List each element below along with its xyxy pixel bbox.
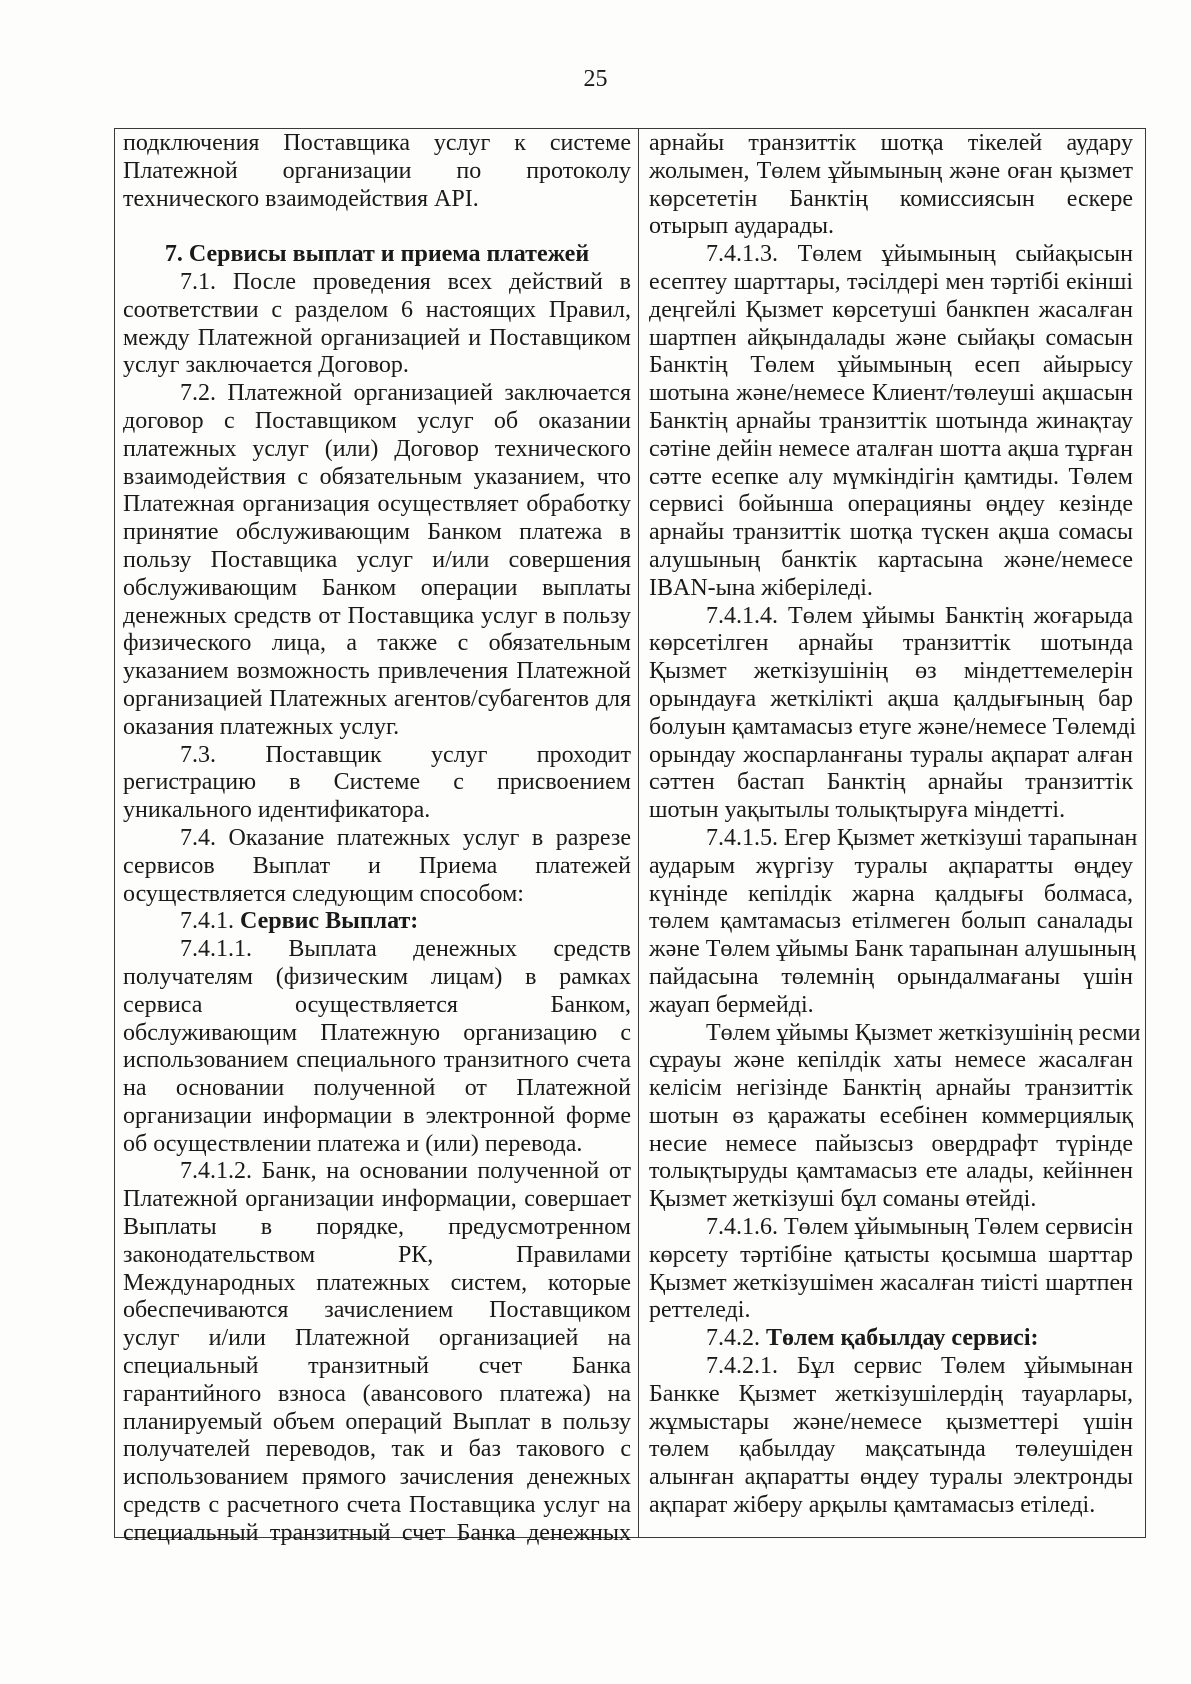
line-text: получателям (физическим лицам) в рамках xyxy=(123,963,631,990)
text-line xyxy=(649,380,1133,408)
text-line xyxy=(123,936,631,964)
line-text: несие немесе пайызсыз овердрафт түрінде xyxy=(649,1130,1133,1157)
section-heading xyxy=(123,241,631,269)
line-text: Платежная организация осуществляет обработку xyxy=(123,491,631,518)
line-text: шотын уақытылы толықтыруға міндетті. xyxy=(649,797,1066,824)
text-line xyxy=(123,213,631,241)
text-line xyxy=(649,1186,1133,1214)
text-line xyxy=(649,491,1133,519)
line-text: Қызмет жеткізуші бұл соманы өтейді. xyxy=(649,1186,1037,1213)
text-line xyxy=(649,158,1133,186)
text-line xyxy=(123,908,631,936)
line-text: 7.4.1. xyxy=(180,908,240,935)
line-text: 7.3. Поставщик услуг проходит xyxy=(180,741,631,768)
text-line xyxy=(649,519,1133,547)
text-line xyxy=(649,1353,1133,1381)
text-line xyxy=(649,1381,1133,1409)
line-text: специальный транзитный счет Банка денежных xyxy=(123,1519,631,1546)
text-line xyxy=(649,241,1133,269)
text-line xyxy=(649,1325,1133,1353)
text-line xyxy=(123,1047,631,1075)
line-text: организацией Платежных агентов/субагентов для xyxy=(123,685,631,712)
line-text: принятие обслуживающим Банком платежа в xyxy=(123,519,631,546)
text-line xyxy=(123,1353,631,1381)
text-line xyxy=(123,1103,631,1131)
text-line xyxy=(649,630,1133,658)
line-text: 7.2. Платежной организацией заключается xyxy=(180,380,631,407)
text-line xyxy=(649,269,1133,297)
line-text: сәтіне дейін немесе аталған шотта ақша тұрған xyxy=(649,435,1133,462)
bold-subheading: Сервис Выплат: xyxy=(240,908,419,935)
line-text: между Платежной организацией и Поставщиком xyxy=(123,324,631,351)
text-line xyxy=(649,1158,1133,1186)
line-text: реттеледі. xyxy=(649,1297,751,1324)
text-line xyxy=(123,964,631,992)
text-line xyxy=(649,964,1133,992)
text-line xyxy=(649,186,1133,214)
text-line xyxy=(649,1242,1133,1270)
line-text: пользу Поставщика услуг и/или совершения xyxy=(123,546,631,573)
text-line xyxy=(123,1464,631,1492)
text-line xyxy=(649,603,1133,631)
line-text: сәтте есепке алу мүмкіндігін қамтиды. Төлем xyxy=(649,463,1133,490)
line-text: арнайы транзиттік шотқа түскен ақша сомасы xyxy=(649,519,1133,546)
line-text: және Төлем ұйымы Банк тарапынан алушының xyxy=(649,936,1136,963)
line-text: Банкке Қызмет жеткізушілердің тауарлары, xyxy=(649,1380,1133,1407)
text-line xyxy=(649,686,1133,714)
line-text: арнайы транзиттік шотқа тікелей аудару xyxy=(649,130,1133,156)
line-text: обслуживающим Платежную организацию с xyxy=(123,1019,631,1046)
line-text: күнінде кепілдік жарна қалдығы болмаса, xyxy=(649,880,1133,907)
line-text: есептеу шарттары, тәсілдері мен тәртібі екінші xyxy=(649,268,1133,295)
text-line xyxy=(649,1075,1133,1103)
text-line xyxy=(649,824,1138,853)
bold-subheading: Төлем қабылдау сервисі: xyxy=(766,1325,1039,1352)
text-line xyxy=(123,630,631,658)
text-line xyxy=(123,1020,631,1048)
line-text: Платежной организации информации, совершает xyxy=(123,1186,631,1213)
text-line xyxy=(649,130,1133,158)
line-text: сұрауы және кепілдік хаты немесе жасалған xyxy=(649,1047,1133,1074)
text-line xyxy=(123,1131,631,1159)
text-line xyxy=(123,1297,631,1325)
line-text: платежных услуг (или) Договор технического xyxy=(123,435,631,462)
text-line xyxy=(123,269,631,297)
russian-text-column xyxy=(123,130,631,1548)
column-divider xyxy=(638,129,639,1537)
line-text: көрсетілген арнайы транзиттік шотында xyxy=(649,630,1133,657)
text-line xyxy=(123,1325,631,1353)
line-text: орындау жоспарланғаны туралы ақпарат алған xyxy=(649,741,1133,768)
line-text: орындауға жеткілікті ақша қалдығының бар xyxy=(649,685,1133,712)
kazakh-text-column xyxy=(649,130,1141,1520)
page-number: 25 xyxy=(583,66,608,92)
line-text: физического лица, а также с обязательным xyxy=(123,630,631,657)
line-text: уникального идентификатора. xyxy=(123,797,431,824)
text-line xyxy=(649,547,1133,575)
line-text: IBAN-ына жіберіледі. xyxy=(649,574,873,601)
line-text: деңгейлі Қызмет көрсетуші банкпен жасалған xyxy=(649,296,1133,323)
text-line xyxy=(649,881,1133,909)
text-line xyxy=(649,908,1133,936)
text-line xyxy=(649,1436,1133,1464)
text-line xyxy=(123,714,631,742)
text-line xyxy=(123,881,631,909)
line-text: денежных средств от Поставщика услуг в пользу xyxy=(123,602,631,629)
line-text: 7.1. После проведения всех действий в xyxy=(180,268,631,295)
text-line xyxy=(649,297,1133,325)
line-text: услуг и/или Платежной организацией на xyxy=(123,1325,631,1352)
line-text: ақпарат жіберу арқылы қамтамасыз етіледі. xyxy=(649,1492,1096,1519)
line-text: специальный транзитный счет Банка xyxy=(123,1353,631,1380)
text-line xyxy=(123,130,631,158)
text-line xyxy=(649,853,1133,881)
text-line xyxy=(123,380,631,408)
text-line xyxy=(123,464,631,492)
text-line xyxy=(123,491,631,519)
text-line xyxy=(123,352,631,380)
line-text: шартпен айқындалады және сыйақы сомасын xyxy=(649,324,1133,351)
line-text: использованием прямого зачисления денежных xyxy=(123,1464,631,1491)
text-line xyxy=(123,686,631,714)
line-text: Международных платежных систем, которые xyxy=(123,1269,631,1296)
line-text: технического взаимодействия API. xyxy=(123,185,479,212)
line-text: сәттен бастап Банктің арнайы транзиттік xyxy=(649,769,1133,796)
text-line xyxy=(123,797,631,825)
text-line xyxy=(649,213,1133,241)
line-text: келісім негізінде Банктің арнайы транзиттік xyxy=(649,1075,1133,1102)
text-line xyxy=(123,825,631,853)
line-text: обеспечиваются зачислением Поставщиком xyxy=(123,1297,631,1324)
text-line xyxy=(123,1492,631,1520)
text-line xyxy=(123,1520,631,1548)
line-text: законодательством РК, Правилами xyxy=(123,1241,631,1268)
text-line xyxy=(123,186,631,214)
text-line xyxy=(123,1436,631,1464)
text-line xyxy=(123,547,631,575)
line-text: алушының банктік картасына және/немесе xyxy=(649,546,1133,573)
line-text: 7. Сервисы выплат и приема платежей xyxy=(164,241,590,268)
text-line xyxy=(123,1158,631,1186)
text-line xyxy=(123,603,631,631)
line-text: 7.4.2. xyxy=(706,1325,766,1352)
line-text: сервиса осуществляется Банком, xyxy=(123,991,631,1018)
text-line xyxy=(649,1019,1141,1048)
text-line xyxy=(649,1270,1133,1298)
text-line xyxy=(123,519,631,547)
line-text: услуг заключается Договор. xyxy=(123,352,409,379)
text-line xyxy=(649,464,1133,492)
line-text: сервисов Выплат и Приема платежей xyxy=(123,852,631,879)
line-text: использованием специального транзитного счета xyxy=(123,1047,631,1074)
line-text: планируемый объем операций Выплат в пользу xyxy=(123,1408,631,1435)
text-line xyxy=(649,936,1136,964)
line-text: көрсету тәртібіне қатысты қосымша шарттар xyxy=(649,1241,1133,1268)
text-line xyxy=(123,436,631,464)
line-text: гарантийного взноса (авансового платежа) на xyxy=(123,1380,631,1407)
line-text: Қызмет жеткізушінің өз міндеттемелерін xyxy=(649,658,1133,685)
text-line xyxy=(649,408,1133,436)
line-text: указанием возможность привлечения Платежной xyxy=(123,658,631,685)
line-text: на основании полученной от Платежной xyxy=(123,1075,631,1102)
line-text: соответствии с разделом 6 настоящих Правил, xyxy=(123,296,631,323)
line-text: сервисі бойынша операцияны өңдеу кезінде xyxy=(649,491,1133,518)
line-text: Банктің арнайы транзиттік шотында жинақтау xyxy=(649,407,1133,434)
text-line xyxy=(649,1131,1133,1159)
line-text: Банктің Төлем ұйымының есеп айырысу xyxy=(649,352,1133,379)
text-line xyxy=(649,1297,1133,1325)
text-line xyxy=(649,1492,1133,1520)
line-text: 7.4.1.1. Выплата денежных средств xyxy=(180,936,631,963)
text-line xyxy=(123,1270,631,1298)
text-line xyxy=(123,297,631,325)
line-text: 7.4. Оказание платежных услуг в разрезе xyxy=(180,824,631,851)
line-text: аударым жүргізу туралы ақпаратты өңдеу xyxy=(649,852,1133,879)
line-text: об осуществлении платежа и (или) перевода. xyxy=(123,1130,583,1157)
text-line xyxy=(123,325,631,353)
text-line xyxy=(123,408,631,436)
line-text: алынған ақпаратты өңдеу туралы электронды xyxy=(649,1464,1133,1491)
line-text: шотын өз қаражаты есебінен коммерциялық xyxy=(649,1102,1133,1129)
line-text: средств с расчетного счета Поставщика услуг на xyxy=(123,1492,631,1519)
line-text: жауап бермейді. xyxy=(649,991,814,1018)
text-line xyxy=(649,992,1133,1020)
text-line xyxy=(123,575,631,603)
line-text: осуществляется следующим способом: xyxy=(123,880,524,907)
text-line xyxy=(123,769,631,797)
line-text: Төлем ұйымы Қызмет жеткізушінің ресми xyxy=(706,1019,1141,1046)
line-text: получателей переводов, так и баз такового с xyxy=(123,1436,631,1463)
line-text: взаимодействия с обязательным указанием, что xyxy=(123,463,631,490)
text-line xyxy=(123,1214,631,1242)
line-text: 7.4.1.4. Төлем ұйымы Банктің жоғарыда xyxy=(706,602,1133,629)
text-line xyxy=(649,575,1133,603)
line-text: Платежной организации по протоколу xyxy=(123,157,631,184)
text-line xyxy=(649,1464,1133,1492)
text-line xyxy=(123,658,631,686)
line-text: Қызмет жеткізушімен жасалған тиісті шартпен xyxy=(649,1269,1133,1296)
line-text: 7.4.1.3. Төлем ұйымының сыйақысын xyxy=(706,241,1133,268)
line-text: подключения Поставщика услуг к системе xyxy=(123,130,631,156)
text-line xyxy=(649,1214,1133,1242)
text-line xyxy=(649,1047,1133,1075)
text-line xyxy=(123,1242,631,1270)
line-text: регистрацию в Системе с присвоением xyxy=(123,769,631,796)
bilingual-text-table xyxy=(114,128,1146,1546)
line-text: организации информации в электронной форме xyxy=(123,1102,631,1129)
line-text: жолымен, Төлем ұйымының және оған қызмет xyxy=(649,157,1133,184)
text-line xyxy=(649,742,1133,770)
line-text: оказания платежных услуг. xyxy=(123,713,400,740)
text-line xyxy=(123,158,631,186)
text-line xyxy=(649,769,1133,797)
text-line xyxy=(123,1186,631,1214)
text-line xyxy=(649,713,1136,742)
line-text: төлем қабылдау мақсатында төлеушіден xyxy=(649,1436,1133,1463)
line-text: 7.4.1.5. Егер Қызмет жеткізуші тарапынан xyxy=(706,824,1138,851)
line-text: договор с Поставщиком услуг об оказании xyxy=(123,407,631,434)
line-text: шотына және/немесе Клиент/төлеуші ақшасын xyxy=(649,380,1133,407)
line-text: Выплаты в порядке, предусмотренном xyxy=(123,1214,631,1241)
text-line xyxy=(123,992,631,1020)
line-text: жұмыстары және/немесе қызметтері үшін xyxy=(649,1408,1133,1435)
text-line xyxy=(123,1381,631,1409)
line-text: 7.4.2.1. Бұл сервис Төлем ұйымынан xyxy=(706,1353,1133,1380)
text-line xyxy=(649,1103,1133,1131)
line-text: болуын қамтамасыз етуге және/немесе Төлемді xyxy=(649,713,1136,740)
line-text: пайдасына төлемнің орындалмағаны үшін xyxy=(649,963,1133,990)
line-text: обслуживающим Банком операции выплаты xyxy=(123,574,631,601)
line-text: 7.4.1.6. Төлем ұйымының Төлем сервисін xyxy=(706,1214,1133,1241)
text-line xyxy=(649,436,1133,464)
line-text: көрсететін Банктің комиссиясын ескере xyxy=(649,185,1133,212)
text-line xyxy=(649,352,1133,380)
line-text: 7.4.1.2. Банк, на основании полученной от xyxy=(180,1158,631,1185)
text-line xyxy=(123,1409,631,1437)
text-line xyxy=(123,1075,631,1103)
line-text: толықтыруды қамтамасыз ете алады, кейіннен xyxy=(649,1158,1133,1185)
line-text: отырып аударады. xyxy=(649,213,835,240)
text-line xyxy=(123,742,631,770)
text-line xyxy=(649,325,1133,353)
text-line xyxy=(123,853,631,881)
text-line xyxy=(649,1409,1133,1437)
text-line xyxy=(649,658,1133,686)
text-line xyxy=(649,797,1133,825)
line-text: төлем қамтамасыз етілмеген болып саналады xyxy=(649,908,1133,935)
